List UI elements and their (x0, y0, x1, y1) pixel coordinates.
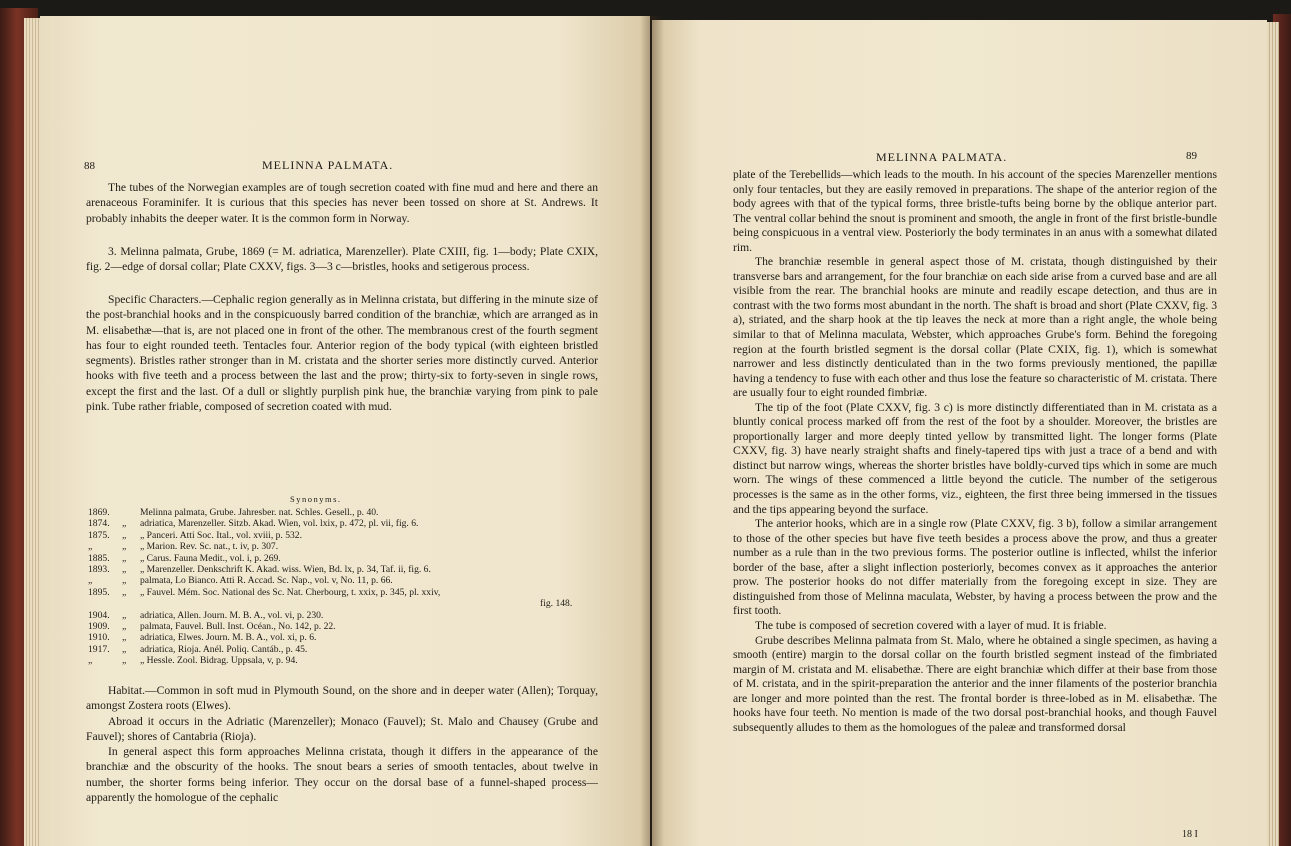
gutter-shadow (640, 16, 664, 846)
synonym-row (88, 575, 598, 586)
synonym-ditto: „ (122, 563, 127, 575)
right-paragraph-6: Grube describes Melinna palmata from St. Malo, where he obtained a single specimen, as having a smooth (entire) margin to the dorsal collar on the fourth bristled segment instead of the fimbriated margin of M. cristata and M. elisabethæ. There are eight branchiæ which differ at their base from those of M. cristata, and in the spirit-preparation the anterior and the inner filaments of the posterior branchia are longer and more pointed than the rest. The frontal border is three-lobed as in M. elisabethæ. The hooks have four teeth. No mention is made of the two dorsal post-branchial hooks, and though Fauvel subsequently alludes to them as the homologues of the paleæ and transformed dorsal (733, 633, 1217, 734)
synonym-year: 1904. (88, 609, 110, 621)
synonym-text: „ Marenzeller. Denkschrift K. Akad. wiss. Wien, Bd. lx, p. 34, Taf. ii, fig. 6. (140, 563, 431, 575)
synonym-year: 1895. (88, 586, 110, 598)
synonym-ditto: „ (122, 643, 127, 655)
synonym-ditto: „ (122, 552, 127, 564)
synonym-year: 1885. (88, 552, 110, 564)
synonym-text: „ Marion. Rev. Sc. nat., t. iv, p. 307. (140, 541, 279, 553)
synonym-ditto: „ (122, 541, 127, 553)
left-intro (86, 180, 598, 226)
right-paragraph-2: The branchiæ resemble in general aspect those of M. cristata, though distinguished by their transverse bars and arrangement, for the four branchiæ on each side arise from a curved base and are all visible from the rear. The branchial hooks are minute and readily escape detection, and thus are in contrast with the two forms most abundant in the north. The shaft is broad and short (Plate CXXV, fig. 3 a), striated, and the sharp hook at the tip leaves the neck at more than a right angle, the whole being similar to that of Melinna maculata, Webster, which approaches Grube's form. Behind the foregoing region at the fourth bristled segment is the dorsal collar (Plate CXIX, fig. 1), which is somewhat narrower and less distinctly denticulated than in the two forms previously mentioned, the papillæ having a tendency to fuse with each other and thus lose the feature so characteristic of M. cristata. There are usually four to eight rounded fimbriæ. (733, 255, 1217, 400)
synonym-row (88, 541, 598, 552)
species-heading: 3. Melinna palmata, Grube, 1869 (= M. adriatica, Marenzeller). Plate CXIII, fig. 1—body; Plate CXIX, fig. 2—edge of dorsal collar; Plate CXXV, figs. 3—3 c—bristles, hooks and setigerous process. (86, 245, 598, 274)
right-paragraph-1: plate of the Terebellids—which leads to the mouth. In his account of the species Marenzeller mentions only four tentacles, but they are easily removed in preparations. The shape of the anterior region of the body agrees with that of the typical forms, three bristle-tufts being borne by the oblique anterior part. The ventral collar behind the snout is prominent and smooth, the angle in front of the first bristle-bundle being conspicuous in a ventral view. Posteriorly the body terminates in an anus with a somewhat dilated rim. (733, 168, 1217, 254)
synonym-row (88, 507, 598, 518)
habitat-paragraph: Habitat.—Common in soft mud in Plymouth Sound, on the shore and in deeper water (Allen); Torquay, amongst Zostera roots (Elwes). (86, 684, 598, 713)
synonym-year: 1874. (88, 518, 110, 530)
right-paragraph-4: The anterior hooks, which are in a single row (Plate CXXV, fig. 3 b), follow a similar arrangement to those of the other species but have five teeth besides a process above the prow, and thus a greater number as a rule than in the two previous forms. The posterior outline is inflected, whilst the inferior border of the base, after a slight inflection posteriorly, becomes convex as it approaches the anterior prow. The posterior hooks do not differ materially from the foregoing except in size. They are distinguished from those of Melinna maculata, Webster, by having a process between the prow and the first tooth. (733, 517, 1217, 618)
synonym-text: „ Hessle. Zool. Bidrag. Uppsala, v, p. 94. (140, 655, 298, 667)
synonym-ditto: „ (122, 632, 127, 644)
synonym-ditto: „ (122, 575, 127, 587)
specific-characters: Specific Characters.—Cephalic region generally as in Melinna cristata, but differing in the minute size of the post-branchial hooks and in the conspicuously barred condition of the branchiæ, which are arranged as in M. elisabethæ—that is, are not placed one in front of the other. The membranous crest of the fourth segment has four to eight rounded teeth. Tentacles four. Anterior region of the body typical (with eighteen bristled segments). Bristles rather stronger than in M. cristata and the shorter series more distinctly curved. Anterior hooks with five teeth and a process between the last and the prow; thirty-six to forty-seven in single rows, except the first and the last. Of a dull or slightly purplish pink hue, the branchiæ varying from pink to pale pink. Tube rather friable, composed of secretion coated with mud. (86, 293, 598, 414)
synonym-text: adriatica, Elwes. Journ. M. B. A., vol. xi, p. 6. (140, 632, 317, 644)
synonym-row (88, 553, 598, 564)
synonym-year: 1909. (88, 620, 110, 632)
synonym-ditto: „ (122, 586, 127, 598)
synonym-row (88, 632, 598, 643)
signature-mark: 18 I (1182, 829, 1198, 840)
synonym-year: 1869. (88, 507, 110, 518)
page-edges-right (1267, 22, 1279, 846)
synonym-text: „ Fauvel. Mém. Soc. National des Sc. Nat. Cherbourg, t. xxix, p. 345, pl. xxiv, (140, 586, 441, 598)
synonym-text: fig. 148. (540, 598, 573, 610)
synonym-ditto: „ (122, 655, 127, 667)
right-paragraph-3: The tip of the foot (Plate CXXV, fig. 3 c) is more distinctly differentiated than in M. cristata as a bluntly conical process marked off from the rest of the foot by a shoulder. Moreover, the bristles are proportionally larger and more deeply tinted yellow by transmitted light. The longer forms (Plate CXXV, fig. 3) have nearly straight shafts and finely-tapered tips with just a trace of a bend and with distinct but narrow wings, whereas the shorter bristles have boldly-curved tips which in some are much worn. The wings of these commenced a little beyond the cuticle. The number of the setigerous processes is the same as in the other forms, viz., eighteen, the first three being immersed in the tissues and the tips appearing beyond the surface. (733, 400, 1217, 516)
habitat-block (86, 683, 598, 805)
intro-paragraph: The tubes of the Norwegian examples are of tough secretion coated with fine mud and here and there an arenaceous Foraminifer. It is curious that this species has never been tossed on shore at St. Andrews. It probably inhabits the deeper water. It is the common form in Norway. (86, 181, 598, 225)
species-heading-block (86, 244, 598, 275)
synonym-text: palmata, Fauvel. Bull. Inst. Océan., No. 142, p. 22. (140, 620, 336, 632)
synonym-row (88, 644, 598, 655)
synonym-text: „ Panceri. Atti Soc. Ital., vol. xviii, p. 532. (140, 529, 303, 541)
right-page-number: 89 (1186, 150, 1197, 162)
synonym-row (88, 564, 598, 575)
synonyms-list (88, 507, 598, 666)
synonym-ditto: „ (122, 518, 127, 530)
synonym-text: palmata, Lo Bianco. Atti R. Accad. Sc. Nap., vol. v, No. 11, p. 66. (140, 575, 393, 587)
synonym-year: „ (88, 575, 93, 587)
synonym-ditto: „ (122, 620, 127, 632)
synonym-row (88, 518, 598, 529)
left-page-number: 88 (84, 160, 95, 172)
synonym-row (88, 621, 598, 632)
general-aspect-paragraph: In general aspect this form approaches Melinna cristata, though it differs in the appearance of the branchiæ and the obscurity of the hooks. The snout bears a series of smooth tentacles, about twelve in number, the shorter forms being inferior. They occur on the dorsal base of a funnel-shaped process—apparently the homologue of the cephalic (86, 745, 598, 805)
synonym-year: 1893. (88, 563, 110, 575)
right-running-head: MELINNA PALMATA. (876, 150, 1008, 164)
synonym-text: adriatica, Marenzeller. Sitzb. Akad. Wien, vol. lxix, p. 472, pl. vii, fig. 6. (140, 518, 419, 530)
synonym-year: 1917. (88, 643, 110, 655)
synonyms-heading: Synonyms. (290, 494, 342, 504)
synonym-row (88, 598, 598, 609)
synonym-year: „ (88, 541, 93, 553)
synonym-year: „ (88, 655, 93, 667)
synonym-year: 1910. (88, 632, 110, 644)
synonym-row (88, 610, 598, 621)
synonym-row (88, 655, 598, 666)
synonym-text: „ Carus. Fauna Medit., vol. i, p. 269. (140, 552, 281, 564)
right-body (733, 168, 1217, 735)
right-paragraph-5: The tube is composed of secretion covered with a layer of mud. It is friable. (755, 618, 1107, 632)
synonym-year: 1875. (88, 529, 110, 541)
synonym-text: Melinna palmata, Grube. Jahresber. nat. Schles. Gesell., p. 40. (140, 507, 379, 518)
synonym-text: adriatica, Allen. Journ. M. B. A., vol. vi, p. 230. (140, 609, 324, 621)
synonym-row (88, 530, 598, 541)
left-running-head: MELINNA PALMATA. (262, 158, 394, 172)
synonym-ditto: „ (122, 609, 127, 621)
specific-characters-block (86, 292, 598, 414)
synonym-ditto: „ (122, 529, 127, 541)
synonym-row (88, 587, 598, 598)
abroad-paragraph: Abroad it occurs in the Adriatic (Marenzeller); Monaco (Fauvel); St. Malo and Chausey (Grube and Fauvel); shores of Cantabria (Rioja). (86, 714, 598, 743)
synonym-text: adriatica, Rioja. Anél. Poliq. Cantáb., p. 45. (140, 643, 308, 655)
